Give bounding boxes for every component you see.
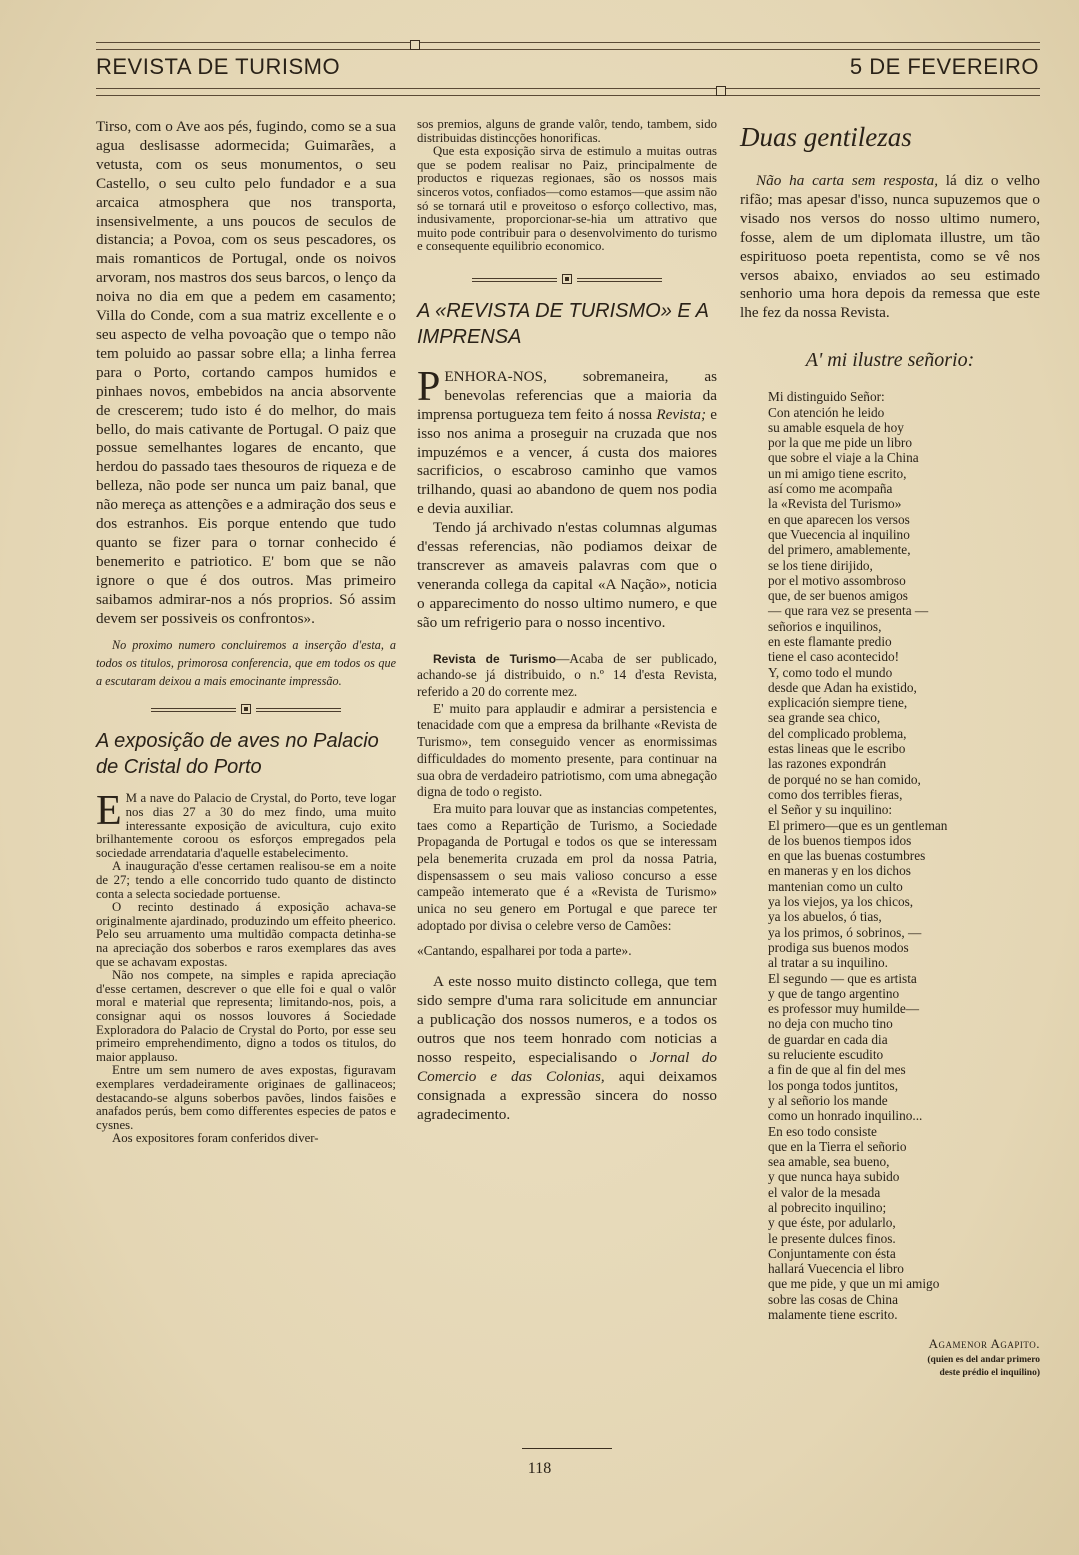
header-bottom-rule — [96, 88, 1040, 96]
column-1 — [96, 118, 396, 1146]
paragraph: Entre um sem numero de aves expostas, figuravam exemplares verdadeiramente originaes de gallinaceos; destacando-se alguns soberbos pavões, lindos faisões e anafados perús, bem como differentes especies de patos e cysnes. — [96, 1063, 396, 1132]
quoted-verse: «Cantando, espalharei por toda a parte». — [417, 942, 632, 958]
paragraph: O recinto destinado á exposição achava-se originalmente ajardinado, produzindo um effeito phеerico. Pelo seu arruamento uma multidão compacta detinha-se na apreciação dos soberbos e raros exemplares das aves que se achavam expostas. — [96, 900, 396, 969]
header-publication-title: REVISTA DE TURISMO — [96, 54, 341, 79]
header-top-rule — [96, 42, 1040, 50]
paragraph-text: e isso nos anima a proseguir na cruzada que nos impuzémos e a vencer, á custa dos maiores sacrificios, o escabroso caminho que vamos trilhando, quasi ao abandono de quem nos podia e devia auxiliar. — [417, 405, 718, 518]
column-2 — [417, 118, 717, 1125]
italic-lead: Não ha carta sem resposta, — [756, 172, 939, 189]
header-ornament-square-2 — [716, 86, 726, 96]
quoted-paragraph: E' muito para applaudir e admirar a persistencia e tenacidade com que a empresa da brilhante «Revista de Turismo», tem conseguido vencer as enormissimas difficuldades do momento presente, para continuar na sua obra de verdadeiro patriotismo, com uma abnegação digna de todo o registo. — [417, 700, 717, 800]
paragraph: Não nos compete, na simples e rapida apreciação d'esse certamen, descrever o que elle foi e qual o valôr moral e material que representa; limitando-nos, pois, a consignar aqui os nossos louvores á Sociedade Exploradora do Palacio de Crystal do Porto, por esse seu primeiro emprehendimento, digno a todos os titulos, do maior applauso. — [96, 968, 396, 1064]
paragraph-text: aqui deixamos consignada a expressão sincera do nosso agradecimento. — [417, 1067, 718, 1123]
page-number: 118 — [527, 1460, 552, 1477]
paragraph-text: A este nosso muito distincto collega, que tem sido sempre d'uma rara solicitude em annunciar a publicação dos nossos numeros, e a todos os outros que nos teem honrado com noticias a nosso respeito, especialisando o — [417, 973, 717, 1066]
poem: Mi distinguido Señor: Con atención he leido su amable esquela de hoy por la que me pide un libro que sobre el viaje a la China un mi amigo tiene escrito, así como me acompaña la «Revista del Turismo» en que aparecen los versos que Vuecencia al inquilino del primero, amablemente, se los tiene dirijido, por el motivo assombroso que, de ser buenos amigos — que rara vez se presenta — señorios e inquilinos, en este flamante predio tiene el caso acontecido! Y, como todo el mundo desde que Adan ha existido, explicación siempre tiene, sea grande sea chico, del complicado problema, estas lineas que le escribo las razones expondrán de porqué no se han comido, como dos terribles fieras, el Señor y su inquilino: El primero—que es un gentleman de los buenos tiempos idos en que las buenas costumbres en maneras y en los dichos mantenian como un culto ya los viejos, ya los chicos, ya los abuelos, ó tias, ya los primos, ó sobrinos, — prodiga sus buenos modos al tratar a su inquilino. El segundo — que es artista y que de tango argentino es professor muy humilde— no deja con mucho tino de guardar en cada dia su reluciente escudito a fin de que al fin del mes los ponga todos juntitos, y al señorio los mande como un honrado inquilino... En eso todo consiste que en la Tierra el señorio sea amable, sea bueno, y que nunca haya subido el valor de la mesada al pobrecito inquilino; y que éste, por adularlo, le presente dulces finos. Conjuntamente con ésta hallará Vuecencia el libro que me pide, y que un mi amigo sobre las cosas de China malamente tiene escrito. — [768, 389, 948, 1323]
signature-note-1: (quien es del andar primero — [927, 1355, 1040, 1366]
page-number-rule — [522, 1448, 612, 1449]
column-3 — [740, 118, 1040, 1380]
quote-lead: Revista de Turismo — [433, 651, 557, 666]
dropcap-e: E — [96, 788, 122, 835]
lead-caps: ENHORA-NOS, — [444, 367, 547, 385]
paragraph: Que esta exposição sirva de estimulo a muitas outras que se podem realisar no Paiz, principalmente de productos e riquezas regionaes, são os nossos mais sinceros votos, confiados—como estamos—que assim não só se tornará util e proveitoso o esforço collectivo, mas, indusivamente, proporcionar-se-hia um attrativo que muito pode contribuir para o desenvolvimento do turismo e consequente equilibrio economico. — [417, 144, 717, 254]
section-separator — [151, 704, 341, 714]
paragraph: A inauguração d'esse certamen realisou-se em a noite de 27; tendo a elle concorrido tudo quanto de distincto conta a selecta sociedade portuense. — [96, 859, 396, 901]
paragraph: sos premios, alguns de grande valôr, tendo, tambem, sido distribuidas distincções honorificas. — [417, 117, 717, 145]
section-separator — [472, 274, 662, 284]
article-title-aves: A exposição de aves no Palacio de Cristal do Porto — [96, 730, 379, 779]
paragraph: Tendo já archivado n'estas columnas algumas d'essas referencias, não podiamos deixar de transcrever as amaveis palavras com que o veneranda collega da capital «A Nação», noticia o apparecimento do nosso ultimo numero, e que são um refrigerio para o nosso incentivo. — [417, 519, 717, 631]
editorial-note: No proximo numero concluiremos a inserção d'esta, a todos os titulos, primorosa conferencia, que em todos os que a escutaram deixou a mais emocinante impressão. — [96, 638, 396, 689]
header-date: 5 DE FEVEREIRO — [849, 54, 1039, 79]
quote-text: —Acaba de ser publicado, achando-se já distribuido, o n.º 14 d'esta Revista, referido a 20 do corrente mez. — [417, 650, 718, 700]
italic-revista: Revista; — [656, 405, 707, 423]
article-title-gentilezas: Duas gentilezas — [740, 122, 912, 152]
paragraph-text: sobremaneira, as benevolas referencias que a maioria da imprensa portugueza tem feito á nossa — [417, 367, 717, 423]
signature: Agamenor Agapito. — [928, 1336, 1040, 1352]
quoted-paragraph — [417, 651, 717, 701]
paragraph-text: lá diz o velho rifão; mas apesar d'isso, nunca supuzemos que o visado nos versos do nosso ultimo numero, fosse, alem de um diplomata illustre, um tão espirituoso poeta repentista, como se vê nos versos abaixo, enviados ao seu estimado senhorio uma hora depois da remessa que este lhe fez da nossa Revista. — [740, 172, 1040, 322]
header-ornament-square — [410, 40, 420, 50]
article-body-aves — [96, 788, 396, 1146]
article-title-imprensa: A «REVISTA DE TURISMO» E A IMPRENSA — [417, 299, 709, 348]
quoted-paragraph: Era muito para louvar que as instancias competentes, taes como a Repartição de Turismo, a Sociedade Propaganda de Portugal e todos os que se interessam pela benemerita cruzada em prol da nossa Patria, dispensassem o seu mais valioso concurso a esse campeão intemerato que é a «Revista de Turismo» unica no seu genero em Portugal e que parece ter adoptado por divisa o celebre verso de Camões: — [417, 800, 717, 933]
article-body-imprensa — [417, 363, 718, 1125]
article-continuation: Tirso, com o Ave aos pés, fugindo, como se a sua agua deslisasse adormecida; Guimarães, a vetusta, com os seus monumentos, o seu Castello, o seu culto pelo fundador e a sua arcaica atmosphera que nos transporta, insensivelmente, a uns poucos de seculos de distancia; a Povoa, com os seus pescadores, os mais romanticos de Portugal, onde os noivos arvoram, nos mastros dos seus barcos, o lenço da noiva no dia em que a pedem em casamento; Villa do Conde, com a sua matriz excellente e o seu aspecto de velha povoação que o tempo não tem poluido ao passar sobre ella; a linha ferrea para o Porto, cortando campos humidos e pinhaes novos, embebidos na ancia absorvente de crescerem; tudo isto é do melhor, do mais bello, do mais cativante de Portugal. O paiz que possue semelhantes logares de encanto, que herdou do passado taes thesouros de riqueza e de belleza, não pode ser nunca um paiz banal, que não mereça as attenções e a admiração dos seus e dos estranhos. Eis porque entendo que tudo quanto se fizer para o tornar conhecido é benemerito e patriotico. E' bom que se não ignore o que é dos outros. Mas primeiro saibamos admirar-nos a nós proprios. Só assim devem ser possiveis os confrontos». — [96, 118, 396, 627]
poem-title: A' mi ilustre señorio: — [805, 349, 975, 372]
dropcap-p: P — [417, 363, 441, 410]
signature-note-2: deste prédio el inquilino) — [939, 1368, 1040, 1379]
paragraph: M a nave do Palacio de Crystal, do Porto, teve logar nos dias 27 a 30 do mez findo, uma muito interessante exposição de avicultura, cujo exito brilhantemente coroou os esforços empregados pela sociedade arrendataria d'aquelle estabelecimento. — [96, 791, 396, 860]
italic-jornal: Jornal do Comercio e das Colonias, — [417, 1048, 717, 1085]
paragraph: Aos expositores foram conferidos diver- — [112, 1131, 319, 1146]
